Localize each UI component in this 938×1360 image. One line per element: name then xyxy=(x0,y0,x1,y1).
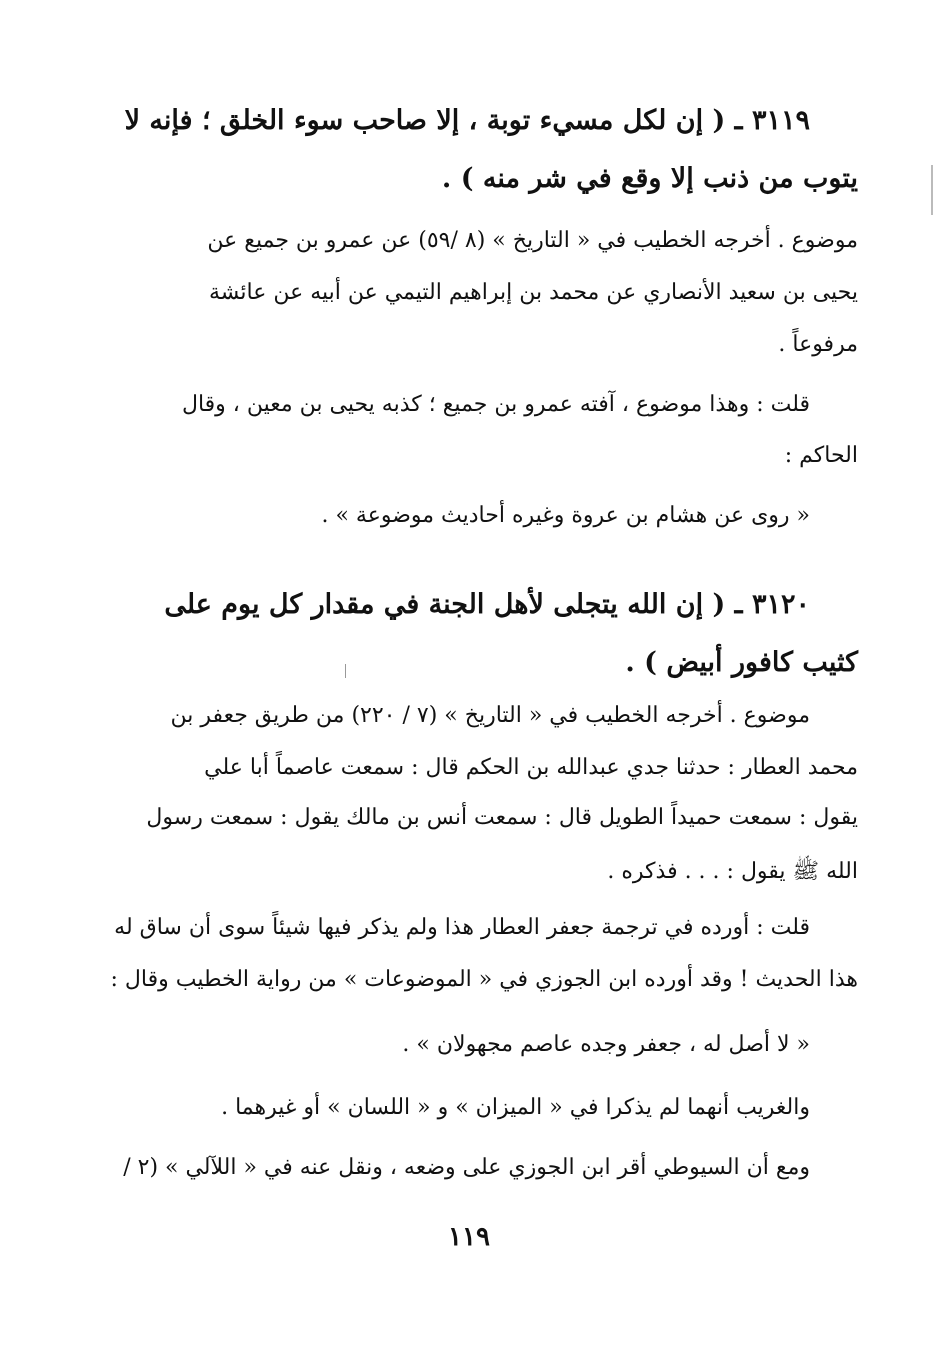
hadith-3120-comment-line-1: قلت : أورده في ترجمة جعفر العطار هذا ولم يذكر فيها شيئاً سوى أن ساق له xyxy=(114,915,810,940)
hadith-3119-takhrij-line-1: موضوع . أخرجه الخطيب في « التاريخ » (٨ /٥٩) عن عمرو بن جميع عن xyxy=(207,228,858,253)
page-number: ١١٩ xyxy=(448,1222,490,1252)
hadith-3119-takhrij-line-3: مرفوعاً . xyxy=(778,332,858,357)
hadith-3120-takhrij-line-4: الله ﷺ يقول : . . . فذكره . xyxy=(607,859,858,884)
hadith-3120-heading-line-1: ٣١٢٠ ـ ( إن الله يتجلى لأهل الجنة في مقدار كل يوم على xyxy=(164,589,810,620)
hadith-3119-heading-line-1: ٣١١٩ ـ ( إن لكل مسيء توبة ، إلا صاحب سوء الخلق ؛ فإنه لا xyxy=(124,105,810,136)
hadith-3119-comment-line-1: قلت : وهذا موضوع ، آفته عمرو بن جميع ؛ كذبه يحيى بن معين ، وقال xyxy=(181,392,810,417)
hadith-3120-suyuti-note: ومع أن السيوطي أقر ابن الجوزي على وضعه ، ونقل عنه في « اللآلي » (٢ / xyxy=(123,1155,810,1180)
hadith-3120-takhrij-line-1: موضوع . أخرجه الخطيب في « التاريخ » (٧ / ٢٢٠) من طريق جعفر بن xyxy=(170,703,810,728)
hadith-3120-gharib-note: والغريب أنهما لم يذكرا في « الميزان » و « اللسان » أو غيرهما . xyxy=(221,1095,810,1120)
hadith-3119-heading-line-2: يتوب من ذنب إلا وقع في شر منه ) . xyxy=(441,163,858,194)
scan-edge-mark xyxy=(931,165,933,215)
hadith-3120-takhrij-line-2: محمد العطار : حدثنا جدي عبدالله بن الحكم قال : سمعت عاصماً أبا علي xyxy=(204,755,858,780)
hadith-3120-heading-line-2: كثيب كافور أبيض ) . xyxy=(625,647,858,678)
hadith-3119-takhrij-line-2: يحيى بن سعيد الأنصاري عن محمد بن إبراهيم التيمي عن أبيه عن عائشة xyxy=(208,280,858,305)
hadith-3119-comment-line-2: الحاكم : xyxy=(784,443,858,468)
hadith-3120-quote: « لا أصل له ، جعفر وجده عاصم مجهولان » . xyxy=(402,1032,810,1057)
hadith-3119-quote: « روى عن هشام بن عروة وغيره أحاديث موضوعة » . xyxy=(321,503,810,528)
hadith-3120-comment-line-2: هذا الحديث ! وقد أورده ابن الجوزي في « الموضوعات » من رواية الخطيب وقال : xyxy=(110,967,858,992)
hadith-3120-takhrij-line-3: يقول : سمعت حميداً الطويل قال : سمعت أنس بن مالك يقول : سمعت رسول xyxy=(146,805,858,830)
scan-tick-mark xyxy=(345,664,346,678)
